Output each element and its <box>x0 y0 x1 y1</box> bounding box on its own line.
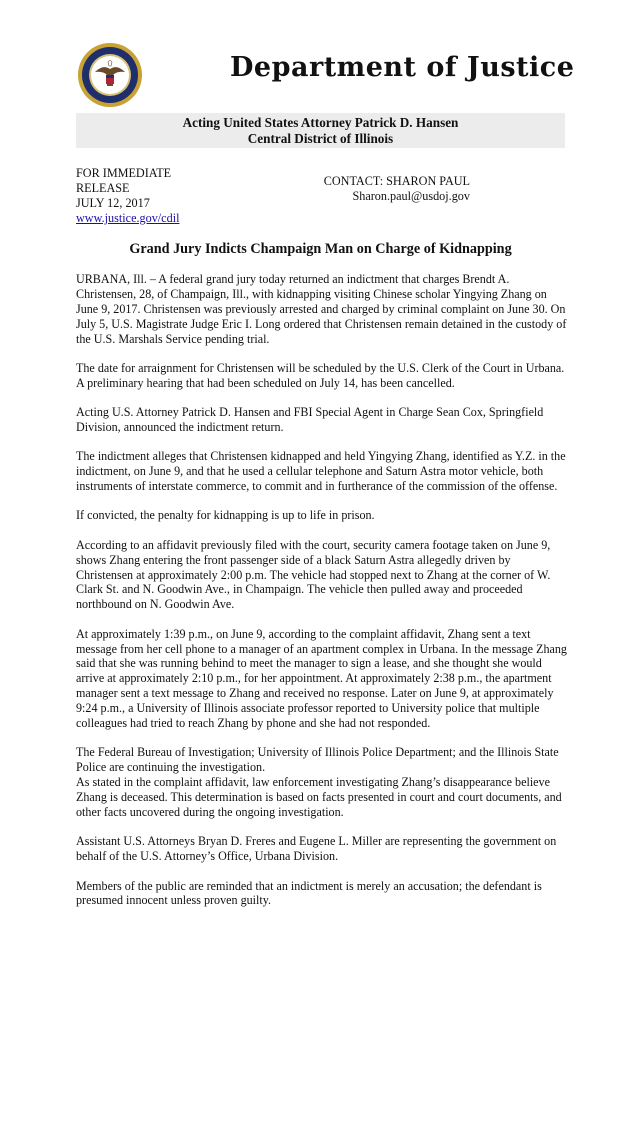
contact-email: Sharon.paul@usdoj.gov <box>352 189 470 203</box>
press-release-body <box>76 272 568 923</box>
release-info <box>76 166 206 226</box>
doj-seal-icon <box>77 42 143 108</box>
release-label-line1: FOR IMMEDIATE <box>76 166 172 180</box>
paragraph: According to an affidavit previously filed with the court, security camera footage taken on June 9, shows Zhang entering the front passenger side of a black Saturn Astra allegedly driven by Christensen at approximately 2:00 p.m. The vehicle had stopped next to Zhang at the corner of W. Clark St. and N. Goodwin Ave., in Champaign. The vehicle then pulled away and proceeded northbound on N. Goodwin Ave. <box>76 537 551 612</box>
paragraph: If convicted, the penalty for kidnapping is up to life in prison. <box>76 508 375 523</box>
paragraph: The date for arraignment for Christensen will be scheduled by the U.S. Clerk of the Court in Urbana. A preliminary hearing that had been scheduled on July 14, has been cancelled. <box>76 360 565 390</box>
paragraph: Assistant U.S. Attorneys Bryan D. Freres and Eugene L. Miller are representing the government on behalf of the U.S. Attorney’s Office, Urbana Division. <box>76 834 557 864</box>
paragraph: URBANA, Ill. – A federal grand jury today returned an indictment that charges Brendt A. Christensen, 28, of Champaign, Ill., with kidnapping visiting Chinese scholar Yingying Zhang on June 9, 2017. Christensen was previously arrested and charged by criminal complaint on June 30. On July 5, U.S. Magistrate Judge Eric I. Long ordered that Christensen remain detained in the custody of the U.S. Marshals Service pending trial. <box>76 272 567 346</box>
contact-info <box>318 174 470 204</box>
attorney-banner <box>76 113 565 148</box>
release-date: JULY 12, 2017 <box>76 196 150 210</box>
banner-attorney-name: Acting United States Attorney Patrick D. Hansen <box>182 115 459 130</box>
release-link[interactable]: www.justice.gov/cdil <box>76 211 180 225</box>
department-title: Department of Justice <box>230 52 575 83</box>
release-label-line2: RELEASE <box>76 181 130 195</box>
paragraph: The indictment alleges that Christensen kidnapped and held Yingying Zhang, identified as Y.Z. in the indictment, on June 9, and that he used a cellular telephone and Saturn Astra motor vehicle, both instruments of interstate commerce, to commit and in furtherance of the commission of the offense. <box>76 449 566 494</box>
paragraph: As stated in the complaint affidavit, law enforcement investigating Zhang’s disappearance believe Zhang is deceased. This determination is based on facts presented in court and court documents, and other facts uncovered during the ongoing investigation. <box>76 775 562 820</box>
paragraph: Acting U.S. Attorney Patrick D. Hansen and FBI Special Agent in Charge Sean Cox, Springfield Division, announced the indictment return. <box>76 405 544 435</box>
paragraph: Members of the public are reminded that an indictment is merely an accusation; the defendant is presumed innocent unless proven guilty. <box>76 878 542 908</box>
paragraph: At approximately 1:39 p.m., on June 9, according to the complaint affidavit, Zhang sent a text message from her cell phone to a manager of an apartment complex in Urbana. In the message Zhang said that she was running behind to meet the manager to sign a lease, and she thought she would arrive at approximately 2:10 p.m., for her appointment. At approximately 2:38 p.m., the apartment manager sent a text message to Zhang and received no response. Later on June 9, at approximately 9:24 p.m., a University of Illinois associate professor reported to University police that multiple colleagues had tried to reach Zhang by phone and she had not responded. <box>76 626 567 731</box>
press-release-headline: Grand Jury Indicts Champaign Man on Charge of Kidnapping <box>129 241 512 257</box>
paragraph: The Federal Bureau of Investigation; University of Illinois Police Department; and the Illinois State Police are continuing the investigation. <box>76 745 559 775</box>
banner-district: Central District of Illinois <box>247 131 394 146</box>
contact-name: CONTACT: SHARON PAUL <box>323 174 470 188</box>
